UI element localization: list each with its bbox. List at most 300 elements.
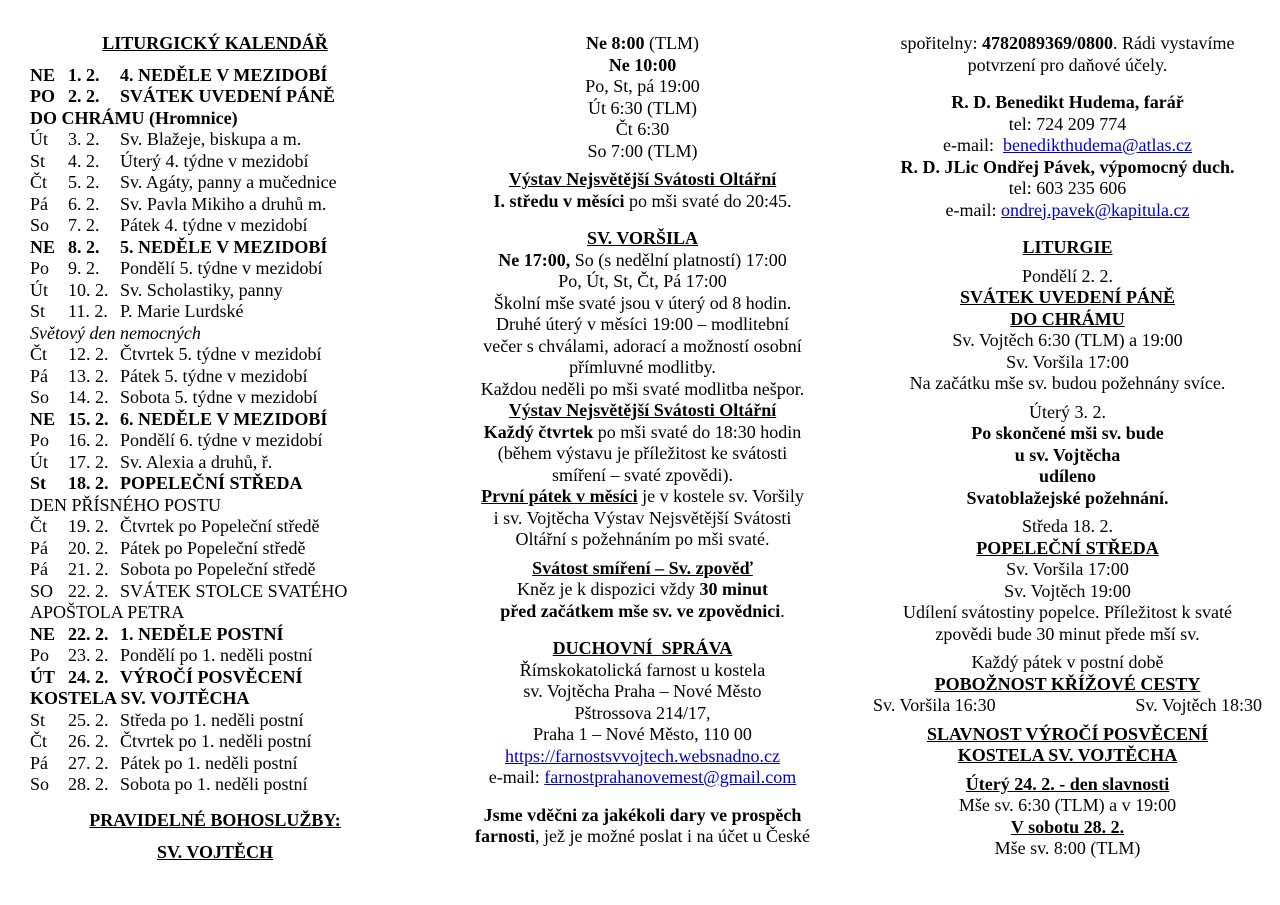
liturgie-section <box>859 237 1276 259</box>
calendar-day: So <box>30 215 50 235</box>
text-segment: večer s chválami, adorací a možností osobní <box>483 335 802 356</box>
link[interactable]: https://farnostsvvojtech.websnadno.cz <box>505 745 780 766</box>
text-line <box>859 157 1276 179</box>
calendar-text: Sobota po 1. neděli postní <box>120 774 308 794</box>
calendar-date: 20. 2. <box>68 537 109 558</box>
calendar-date: 28. 2. <box>68 774 109 794</box>
calendar-text: 1. NEDĚLE POSTNÍ <box>120 623 284 644</box>
text-line <box>859 581 1276 603</box>
calendar-text: P. Marie Lurdské <box>120 301 244 321</box>
text-segment: přímluvné modlitby. <box>569 357 716 377</box>
liturgie-column <box>855 33 1280 864</box>
text-segment: (během výstavu je příležitost ke svátosti <box>497 443 788 463</box>
text-segment: Po, Út, St, Čt, Pá 17:00 <box>558 271 727 291</box>
text-line <box>438 191 847 213</box>
text-line <box>859 266 1276 288</box>
text-segment: Výstav Nejsvětější Svátosti Oltářní <box>508 169 777 189</box>
calendar-text: Čtvrtek 5. týdne v mezidobí <box>120 344 322 364</box>
text-segment: Čt 6:30 <box>615 119 670 139</box>
text-segment: před začátkem mše sv. ve zpovědnici <box>500 600 781 621</box>
text-segment: Každý pátek v postní době <box>971 652 1164 672</box>
calendar-text: Čtvrtek po 1. neděli postní <box>120 731 312 751</box>
link[interactable]: farnostprahanovemest@gmail.com <box>544 767 797 787</box>
calendar-text: 6. NEDĚLE V MEZIDOBÍ <box>120 408 328 429</box>
calendar-date: 8. 2. <box>68 236 100 257</box>
section-heading <box>859 774 1276 796</box>
calendar-day: NE <box>30 236 56 257</box>
calendar-date: 22. 2. <box>68 580 109 601</box>
text-segment: Úterý 3. 2. <box>1029 401 1106 422</box>
calendar-entry <box>0 301 430 323</box>
calendar-day: Út <box>30 129 48 149</box>
calendar-text: Sv. Blažeje, biskupa a m. <box>120 129 302 149</box>
email-line <box>438 767 847 789</box>
calendar-date: 12. 2. <box>68 344 109 364</box>
text-line <box>438 76 847 98</box>
calendar-day: ÚT <box>30 666 56 687</box>
text-line <box>438 314 847 336</box>
text-segment: . Rádi vystavíme <box>1113 33 1235 53</box>
text-segment: Sv. Vojtěch 6:30 (TLM) a 19:00 <box>952 330 1183 350</box>
text-segment: u sv. Vojtěcha <box>1014 444 1121 465</box>
text-segment: po mši svaté do 18:30 hodin <box>593 421 802 442</box>
text-line <box>438 465 847 487</box>
calendar-day: SO <box>30 580 54 601</box>
calendar-day: Po <box>30 645 50 665</box>
text-segment: Mše sv. 8:00 (TLM) <box>994 838 1141 858</box>
email-line <box>859 200 1276 222</box>
text-segment: potvrzení pro daňové účely. <box>967 54 1168 75</box>
calendar-text: VÝROČÍ POSVĚCENÍ <box>120 666 303 687</box>
section-heading <box>438 228 847 250</box>
section-heading <box>438 558 847 580</box>
calendar-date: 15. 2. <box>68 408 109 429</box>
calendar-date: 3. 2. <box>68 129 100 149</box>
text-segment: Pondělí 2. 2. <box>1021 265 1113 286</box>
text-line <box>438 33 847 55</box>
account-note <box>859 33 1276 76</box>
calendar-entry <box>0 624 430 646</box>
text-line <box>438 55 847 77</box>
text-line <box>438 293 847 315</box>
calendar-text: Pondělí 6. týdne v mezidobí <box>120 430 323 450</box>
text-line <box>438 141 847 163</box>
text-segment: Kněz je k dispozici vždy <box>517 579 700 599</box>
text-segment: SLAVNOST VÝROČÍ POSVĚCENÍ <box>926 723 1209 744</box>
text-segment: Pštrossova 214/17, <box>574 702 711 723</box>
calendar-day: Po <box>30 258 50 278</box>
calendar-entry-continuation <box>0 108 430 130</box>
calendar-text: 4. NEDĚLE V MEZIDOBÍ <box>120 64 328 85</box>
calendar-date: 18. 2. <box>68 473 109 493</box>
text-segment: 30 minut <box>699 579 768 599</box>
text-segment: LITURGIE <box>1022 237 1113 257</box>
calendar-date: 14. 2. <box>68 387 109 407</box>
calendar-date: 22. 2. <box>68 623 109 644</box>
text-segment: udíleno <box>1038 466 1097 486</box>
ash-wednesday-block <box>859 516 1276 645</box>
text-segment: e-mail: <box>943 135 1003 155</box>
calendar-day: Pá <box>30 559 48 579</box>
calendar-day: NE <box>30 408 56 429</box>
calendar-text: Středa po 1. neděli postní <box>120 709 304 730</box>
section-heading <box>859 674 1276 696</box>
text-line <box>859 488 1276 510</box>
text-segment: SVÁTEK UVEDENÍ PÁNĚ <box>959 287 1176 307</box>
text-segment: sv. Vojtěcha Praha – Nové Město <box>523 681 762 701</box>
text-line <box>859 602 1276 624</box>
email-line <box>859 135 1276 157</box>
text-line <box>859 33 1276 55</box>
text-segment: I. středu v měsíci <box>493 190 625 211</box>
text-line <box>438 529 847 551</box>
calendar-day: NE <box>30 64 56 85</box>
parish-office-section <box>438 638 847 789</box>
text-line <box>859 330 1276 352</box>
text-segment: SV. VORŠILA <box>586 228 699 248</box>
calendar-date: 7. 2. <box>68 215 100 235</box>
calendar-date: 1. 2. <box>68 64 100 85</box>
calendar-entry <box>0 731 430 753</box>
text-segment: První pátek v měsíci <box>481 486 638 506</box>
clergy-contacts <box>859 92 1276 221</box>
calendar-date: 4. 2. <box>68 150 100 171</box>
calendar-entry <box>0 753 430 775</box>
text-line <box>438 486 847 508</box>
calendar-date: 11. 2. <box>68 301 108 321</box>
text-line <box>438 98 847 120</box>
text-line <box>438 357 847 379</box>
calendar-day: So <box>30 774 50 794</box>
text-line <box>859 624 1276 646</box>
vojtech-adoration <box>438 169 847 212</box>
calendar-text: Pátek 5. týdne v mezidobí <box>120 365 308 386</box>
text-line <box>859 92 1276 114</box>
calendar-text: Sv. Pavla Mikiho a druhů m. <box>120 193 327 214</box>
calendar-text: Pondělí 5. týdne v mezidobí <box>120 258 323 278</box>
text-line <box>859 178 1276 200</box>
calendar-text: DO CHRÁMU (Hromnice) <box>30 107 238 128</box>
text-line <box>438 422 847 444</box>
vojtech-mass-times <box>438 33 847 162</box>
calendar-entry <box>0 366 430 388</box>
text-line <box>859 402 1276 424</box>
text-line <box>438 443 847 465</box>
text-line <box>859 373 1276 395</box>
calendar-text: SVÁTEK UVEDENÍ PÁNĚ <box>120 86 336 106</box>
calendar-entry-continuation <box>0 602 430 624</box>
calendar-day: So <box>30 387 50 407</box>
calendar-entry <box>0 473 430 495</box>
calendar-day: St <box>30 150 46 171</box>
calendar-day: Čt <box>30 344 48 364</box>
text-line <box>859 55 1276 77</box>
calendar-text: DEN PŘÍSNÉHO POSTU <box>30 494 222 515</box>
calendar-text: Sv. Alexia a druhů, ř. <box>120 451 273 472</box>
section-heading <box>859 724 1276 746</box>
text-segment: (TLM) <box>644 33 699 53</box>
calendar-text: Čtvrtek po Popeleční středě <box>120 516 320 536</box>
text-line <box>438 250 847 272</box>
calendar-day: Pá <box>30 537 48 558</box>
text-segment: Sv. Voršila 17:00 <box>1006 351 1129 372</box>
text-line <box>438 660 847 682</box>
calendar-entry <box>0 280 430 302</box>
text-segment: po mši svaté do 20:45. <box>624 190 792 211</box>
calendar-text: POPELEČNÍ STŘEDA <box>120 473 303 493</box>
calendar-date: 26. 2. <box>68 731 109 751</box>
calendar-entry <box>0 645 430 667</box>
calendar-entry <box>0 667 430 689</box>
calendar-entry <box>0 172 430 194</box>
calendar-date: 5. 2. <box>68 172 100 192</box>
section-heading <box>859 745 1276 767</box>
text-line <box>859 795 1276 817</box>
text-line <box>438 703 847 725</box>
calendar-list <box>0 65 430 796</box>
text-segment: Udílení svátostiny popelce. Příležitost k svaté <box>903 602 1232 622</box>
text-segment: je v kostele sv. Voršily <box>637 486 804 506</box>
text-line <box>859 466 1276 488</box>
text-segment: zpovědi bude 30 minut přede mší sv. <box>935 623 1200 644</box>
candlemas-block <box>859 266 1276 395</box>
confession-section <box>438 558 847 623</box>
stations-times-line <box>859 695 1276 717</box>
calendar-entry <box>0 516 430 538</box>
calendar-date: 27. 2. <box>68 752 109 773</box>
calendar-text: Pátek po Popeleční středě <box>120 537 306 558</box>
text-line <box>859 516 1276 538</box>
calendar-day: St <box>30 473 47 493</box>
calendar-day: Po <box>30 430 50 450</box>
donation-note <box>438 805 847 848</box>
text-segment: DO CHRÁMU <box>1010 308 1125 329</box>
calendar-day: Út <box>30 279 48 300</box>
calendar-date: 25. 2. <box>68 709 109 730</box>
calendar-entry-continuation <box>0 495 430 517</box>
section-heading <box>859 817 1276 839</box>
text-segment: Ne 10:00 <box>608 54 677 75</box>
calendar-entry <box>0 538 430 560</box>
calendar-text: Pondělí po 1. neděli postní <box>120 645 313 665</box>
text-segment: R. D. Benedikt Hudema, farář <box>951 92 1184 112</box>
text-line <box>859 559 1276 581</box>
calendar-entry <box>0 710 430 732</box>
calendar-text: 5. NEDĚLE V MEZIDOBÍ <box>120 236 328 257</box>
calendar-date: 23. 2. <box>68 645 109 665</box>
text-segment: Ne 17:00, <box>498 249 571 270</box>
text-segment: , jež je možné poslat i na účet u České <box>535 826 810 846</box>
calendar-entry <box>0 215 430 237</box>
calendar-text: Pátek po 1. neděli postní <box>120 752 298 773</box>
calendar-entry <box>0 774 430 796</box>
text-segment: Sv. Voršila 16:30 <box>873 695 996 715</box>
calendar-day: St <box>30 709 46 730</box>
blaise-blessing-block <box>859 402 1276 510</box>
text-line <box>438 119 847 141</box>
calendar-text: Sv. Scholastiky, panny <box>120 279 283 300</box>
calendar-entry <box>0 151 430 173</box>
calendar-day: Pá <box>30 365 48 386</box>
calendar-entry <box>0 258 430 280</box>
calendar-day: NE <box>30 623 56 644</box>
text-line <box>438 271 847 293</box>
calendar-entry <box>0 452 430 474</box>
text-segment: e-mail: <box>488 767 545 787</box>
text-line <box>438 379 847 401</box>
calendar-entry <box>0 129 430 151</box>
text-segment: Úterý 24. 2. - den slavnosti <box>965 773 1170 794</box>
section-heading <box>859 237 1276 259</box>
calendar-text: Úterý 4. týdne v mezidobí <box>120 150 309 171</box>
dedication-masses-block <box>859 774 1276 860</box>
calendar-day: Pá <box>30 193 48 214</box>
calendar-text: Sobota 5. týdne v mezidobí <box>120 387 318 407</box>
calendar-title: LITURGICKÝ KALENDÁŘ <box>102 33 328 53</box>
calendar-entry-continuation <box>0 688 430 710</box>
services-column <box>430 33 855 864</box>
text-line <box>438 601 847 623</box>
calendar-entry-continuation <box>0 323 430 345</box>
calendar-entry <box>0 237 430 259</box>
calendar-day: Čt <box>30 516 48 536</box>
text-segment: R. D. JLic Ondřej Pávek, výpomocný duch. <box>900 156 1235 177</box>
calendar-day: St <box>30 301 46 321</box>
section-heading <box>438 169 847 191</box>
calendar-day: PO <box>30 86 55 106</box>
text-segment: Výstav Nejsvětější Svátosti Oltářní <box>508 400 777 420</box>
text-segment: So (s nedělní platností) 17:00 <box>570 249 787 270</box>
website-link-line <box>438 746 847 768</box>
calendar-date: 9. 2. <box>68 258 100 278</box>
calendar-entry <box>0 387 430 409</box>
calendar-date: 6. 2. <box>68 193 100 214</box>
section-heading <box>859 309 1276 331</box>
stations-block <box>859 652 1276 717</box>
dedication-heading-block <box>859 724 1276 767</box>
text-segment: Svátost smíření – Sv. zpověď <box>532 557 753 578</box>
calendar-entry <box>0 430 430 452</box>
text-segment: POPELEČNÍ STŘEDA <box>976 537 1159 558</box>
st-vojtech-heading: SV. VOJTĚCH <box>156 842 273 862</box>
calendar-text: Sobota po Popeleční středě <box>120 559 316 579</box>
text-segment: Jsme vděčni za jakékoli dary ve prospěch <box>483 804 802 825</box>
calendar-date: 2. 2. <box>68 86 100 106</box>
text-segment: Po, St, pá 19:00 <box>585 76 700 96</box>
text-segment: tel: 724 209 774 <box>1008 113 1127 134</box>
calendar-day: Út <box>30 451 48 472</box>
calendar-entry <box>0 409 430 431</box>
text-line <box>859 352 1276 374</box>
text-segment: POBOŽNOST KŘÍŽOVÉ CESTY <box>934 673 1201 694</box>
calendar-date: 24. 2. <box>68 666 109 687</box>
calendar-day: Čt <box>30 172 48 192</box>
text-segment: spořitelny: <box>900 33 982 53</box>
section-heading <box>438 400 847 422</box>
calendar-text: SVÁTEK STOLCE SVATÉHO <box>120 580 348 601</box>
calendar-text: APOŠTOLA PETRA <box>30 602 185 622</box>
calendar-day: Pá <box>30 752 48 773</box>
regular-services-heading: PRAVIDELNÉ BOHOSLUŽBY: <box>89 809 341 830</box>
calendar-entry <box>0 559 430 581</box>
text-segment: Oltářní s požehnáním po mši svaté. <box>515 529 770 549</box>
calendar-text: Sv. Agáty, panny a mučednice <box>120 172 337 192</box>
text-segment: Sv. Vojtěch 19:00 <box>1004 580 1131 601</box>
text-segment: e-mail: <box>945 199 1001 220</box>
text-segment: Út 6:30 (TLM) <box>588 97 697 118</box>
section-heading <box>859 538 1276 560</box>
text-line <box>438 805 847 827</box>
text-line <box>438 724 847 746</box>
calendar-date: 17. 2. <box>68 451 109 472</box>
text-segment: Svatoblažejské požehnání. <box>966 487 1169 508</box>
text-segment: Středa 18. 2. <box>1022 516 1113 536</box>
section-heading <box>438 638 847 660</box>
calendar-day: Čt <box>30 731 48 751</box>
text-segment: Sv. Vojtěch 18:30 <box>1135 695 1262 715</box>
section-heading <box>859 287 1276 309</box>
calendar-entry <box>0 65 430 87</box>
text-segment: . <box>780 600 785 621</box>
text-segment: Na začátku mše sv. budou požehnány svíce. <box>909 373 1226 393</box>
text-segment: Každý čtvrtek <box>483 421 594 442</box>
text-segment: farnosti <box>475 826 536 846</box>
text-line <box>438 508 847 530</box>
text-segment: Sv. Voršila 17:00 <box>1006 559 1129 579</box>
calendar-date: 21. 2. <box>68 559 109 579</box>
calendar-date: 13. 2. <box>68 365 109 386</box>
calendar-date: 16. 2. <box>68 430 109 450</box>
text-segment: smíření – svaté zpovědi). <box>552 464 733 485</box>
text-segment: KOSTELA SV. VOJTĚCHA <box>957 745 1178 765</box>
vorsila-section <box>438 228 847 551</box>
text-segment: Mše sv. 6:30 (TLM) a v 19:00 <box>958 795 1177 815</box>
text-line <box>859 423 1276 445</box>
calendar-date: 10. 2. <box>68 279 109 300</box>
text-line <box>859 652 1276 674</box>
link[interactable]: benedikthudema@atlas.cz <box>1002 135 1192 155</box>
text-segment: Římskokatolická farnost u kostela <box>519 659 766 680</box>
text-segment: Druhé úterý v měsíci 19:00 – modlitební <box>496 314 789 334</box>
text-segment: Každou neděli po mši svaté modlitba nešpor. <box>480 378 805 399</box>
link[interactable]: ondrej.pavek@kapitula.cz <box>1000 199 1190 220</box>
text-segment: 4782089369/0800 <box>982 33 1114 53</box>
text-line <box>438 826 847 848</box>
calendar-entry <box>0 344 430 366</box>
text-line <box>438 681 847 703</box>
calendar-entry <box>0 581 430 603</box>
text-line <box>859 838 1276 860</box>
calendar-entry <box>0 194 430 216</box>
liturgical-calendar-column <box>0 33 430 864</box>
text-line <box>438 336 847 358</box>
text-segment: So 7:00 (TLM) <box>587 140 698 161</box>
text-segment: i sv. Vojtěcha Výstav Nejsvětější Svátosti <box>493 507 792 528</box>
calendar-text: Pátek 4. týdne v mezidobí <box>120 215 308 235</box>
text-segment: Po skončené mši sv. bude <box>971 423 1164 443</box>
text-line <box>438 579 847 601</box>
calendar-entry <box>0 86 430 108</box>
text-segment: Praha 1 – Nové Město, 110 00 <box>533 724 752 744</box>
calendar-date: 19. 2. <box>68 516 109 536</box>
text-line <box>859 445 1276 467</box>
text-segment: tel: 603 235 606 <box>1008 178 1127 198</box>
text-segment: Školní mše svaté jsou v úterý od 8 hodin. <box>493 292 792 313</box>
text-line <box>859 114 1276 136</box>
calendar-text: Světový den nemocných <box>30 322 201 343</box>
calendar-text: KOSTELA SV. VOJTĚCHA <box>30 688 250 708</box>
text-segment: Ne 8:00 <box>586 33 645 53</box>
